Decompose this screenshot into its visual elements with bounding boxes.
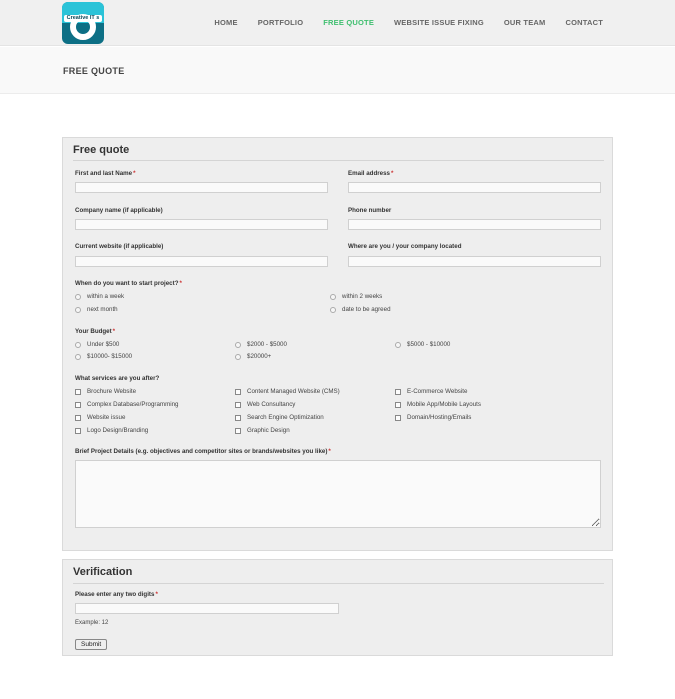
verification-panel — [62, 559, 613, 656]
company-label: Company name (if applicable) — [75, 207, 163, 214]
location-label: Where are you / your company located — [348, 243, 462, 250]
logo[interactable] — [62, 2, 104, 44]
radio-icon[interactable] — [75, 354, 81, 360]
service-option[interactable]: E-Commerce Website — [395, 388, 467, 395]
radio-icon[interactable] — [235, 342, 241, 348]
service-option[interactable]: Search Engine Optimization — [235, 414, 324, 421]
services-label: What services are you after? — [75, 375, 160, 382]
divider — [73, 583, 604, 584]
checkbox-icon[interactable] — [75, 402, 81, 408]
website-input[interactable] — [75, 256, 328, 267]
service-option[interactable]: Complex Database/Programming — [75, 401, 178, 408]
verification-heading: Verification — [73, 566, 133, 578]
service-option[interactable]: Brochure Website — [75, 388, 136, 395]
phone-label: Phone number — [348, 207, 392, 214]
start-option[interactable]: date to be agreed — [330, 306, 391, 313]
checkbox-icon[interactable] — [75, 389, 81, 395]
radio-icon[interactable] — [235, 354, 241, 360]
radio-icon[interactable] — [75, 342, 81, 348]
checkbox-icon[interactable] — [395, 389, 401, 395]
nav-our-team[interactable]: OUR TEAM — [503, 18, 546, 27]
digits-input[interactable] — [75, 603, 339, 614]
checkbox-icon[interactable] — [235, 402, 241, 408]
free-quote-heading: Free quote — [73, 144, 130, 156]
service-option[interactable]: Graphic Design — [235, 427, 290, 434]
checkbox-icon[interactable] — [235, 428, 241, 434]
budget-label: Your Budget* — [75, 328, 116, 335]
budget-option[interactable]: $5000 - $10000 — [395, 341, 450, 348]
phone-input[interactable] — [348, 219, 601, 230]
service-option[interactable]: Content Managed Website (CMS) — [235, 388, 340, 395]
checkbox-icon[interactable] — [395, 415, 401, 421]
start-option[interactable]: within a week — [75, 293, 124, 300]
email-input[interactable] — [348, 182, 601, 193]
budget-option[interactable]: $20000+ — [235, 353, 271, 360]
radio-icon[interactable] — [395, 342, 401, 348]
budget-option[interactable]: $10000- $15000 — [75, 353, 132, 360]
divider — [73, 160, 604, 161]
nav-contact[interactable]: CONTACT — [565, 18, 603, 27]
main-nav — [214, 18, 603, 27]
email-label: Email address* — [348, 170, 394, 177]
service-option[interactable]: Logo Design/Branding — [75, 427, 148, 434]
checkbox-icon[interactable] — [235, 389, 241, 395]
details-textarea[interactable] — [75, 460, 601, 528]
radio-icon[interactable] — [330, 307, 336, 313]
checkbox-icon[interactable] — [235, 415, 241, 421]
example-hint: Example: 12 — [75, 620, 109, 626]
nav-home[interactable]: HOME — [214, 18, 238, 27]
service-option[interactable]: Website issue — [75, 414, 125, 421]
company-input[interactable] — [75, 219, 328, 230]
site-header — [0, 0, 675, 46]
checkbox-icon[interactable] — [75, 415, 81, 421]
service-option[interactable]: Web Consultancy — [235, 401, 295, 408]
start-option[interactable]: next month — [75, 306, 118, 313]
checkbox-icon[interactable] — [75, 428, 81, 434]
website-label: Current website (if applicable) — [75, 243, 164, 250]
name-input[interactable] — [75, 182, 328, 193]
details-label: Brief Project Details (e.g. objectives and competitor sites or brands/websites you like)* — [75, 448, 331, 455]
location-input[interactable] — [348, 256, 601, 267]
radio-icon[interactable] — [75, 307, 81, 313]
free-quote-panel — [62, 137, 613, 551]
service-option[interactable]: Mobile App/Mobile Layouts — [395, 401, 481, 408]
radio-icon[interactable] — [75, 294, 81, 300]
nav-portfolio[interactable]: PORTFOLIO — [257, 18, 304, 27]
name-label: First and last Name* — [75, 170, 136, 177]
service-option[interactable]: Domain/Hosting/Emails — [395, 414, 471, 421]
budget-option[interactable]: $2000 - $5000 — [235, 341, 287, 348]
nav-free-quote[interactable]: FREE QUOTE — [323, 18, 375, 27]
start-label: When do you want to start project?* — [75, 280, 182, 287]
page-title-bar — [0, 47, 675, 94]
submit-button[interactable]: Submit — [75, 639, 107, 650]
logo-text: Creative IT s — [64, 15, 102, 22]
nav-website-issue-fixing[interactable]: WEBSITE ISSUE FIXING — [394, 18, 484, 27]
radio-icon[interactable] — [330, 294, 336, 300]
budget-option[interactable]: Under $500 — [75, 341, 119, 348]
checkbox-icon[interactable] — [395, 402, 401, 408]
start-option[interactable]: within 2 weeks — [330, 293, 382, 300]
page-title: FREE QUOTE — [63, 66, 125, 76]
digits-label: Please enter any two digits* — [75, 591, 158, 598]
